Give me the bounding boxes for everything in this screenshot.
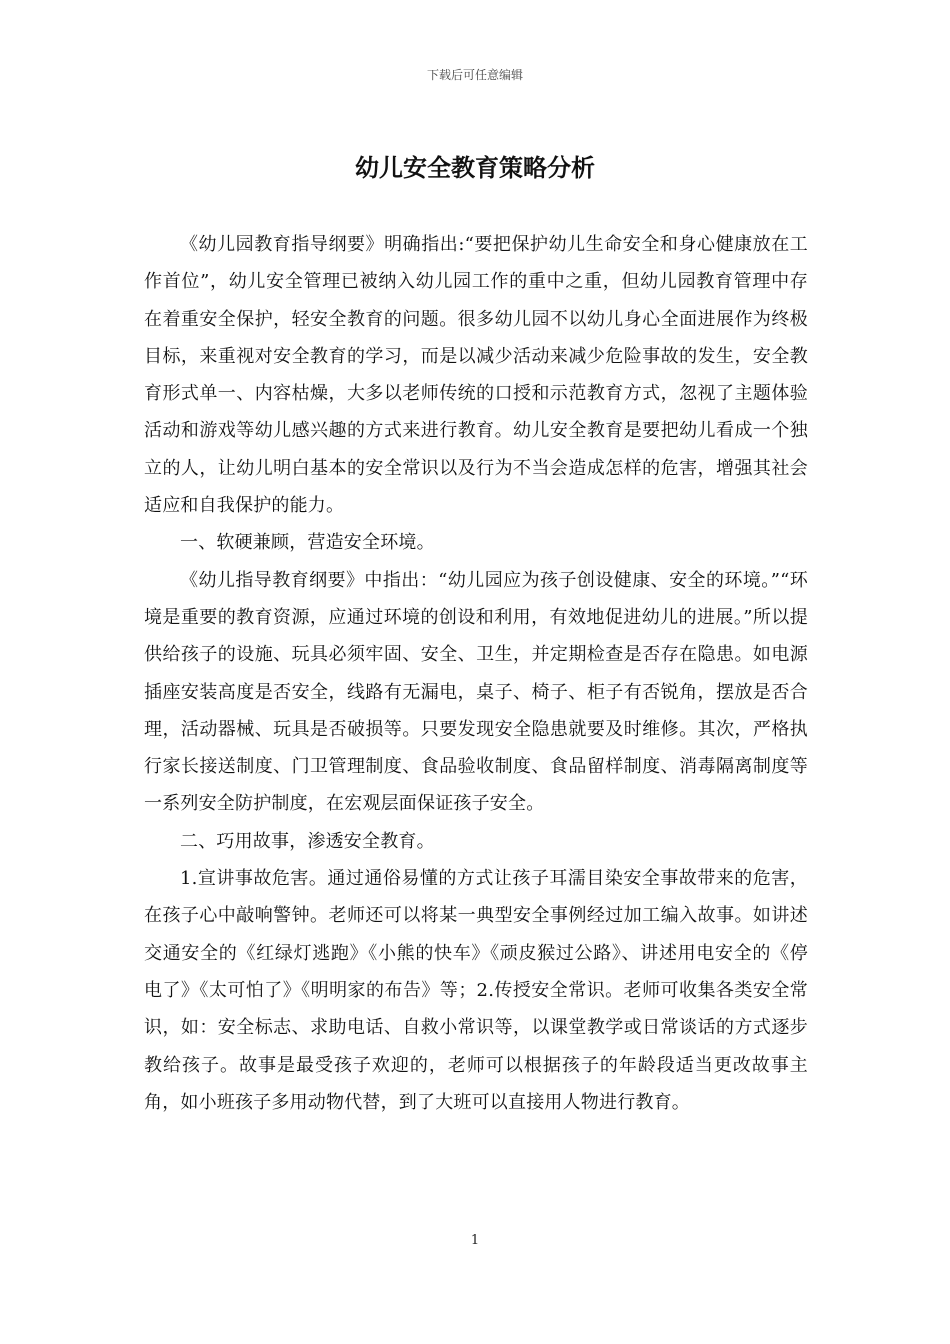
section-heading-1: 一、软硬兼顾，营造安全环境。 [180, 532, 435, 554]
paragraph-stories: 1.宣讲事故危害。通过通俗易懂的方式让孩子耳濡目染安全事故带来的危害，在孩子心中敲响警钟。老师还可以将某一典型安全事例经过加工编入故事。如讲述交通安全的《红绿灯逃跑》《小熊的快车》《顽皮猴过公路》、讲述用电安全的《停电了》《太可怕了》《明明家的布告》等；2.传授安全常识。老师可收集各类安全常识，如：安全标志、求助电话、自救小常识等，以课堂教学或日常谈话的方式逐步教给孩子。故事是最受孩子欢迎的，老师可以根据孩子的年龄段适当更改故事主角，如小班孩子多用动物代替，到了大班可以直接用人物进行教育。 [144, 868, 808, 1113]
section-heading-2: 二、巧用故事，渗透安全教育。 [180, 830, 435, 852]
page-number: 1 [470, 1233, 480, 1248]
document-title: 幼儿安全教育策略分析 [355, 154, 595, 182]
document-body [144, 226, 808, 1121]
header-note: 下载后可任意编辑 [426, 68, 523, 82]
paragraph-environment: 《幼儿指导教育纲要》中指出：“幼儿园应为孩子创设健康、安全的环境。”“环境是重要的教育资源，应通过环境的创设和利用，有效地促进幼儿的进展。”所以提供给孩子的设施、玩具必须牢固、安全、卫生，并定期检查是否存在隐患。如电源插座安装高度是否安全，线路有无漏电，桌子、椅子、柜子有否锐角，摆放是否合理，活动器械、玩具是否破损等。只要发现安全隐患就要及时维修。其次，严格执行家长接送制度、门卫管理制度、食品验收制度、食品留样制度、消毒隔离制度等一系列安全防护制度，在宏观层面保证孩子安全。 [144, 569, 808, 815]
paragraph-intro: 《幼儿园教育指导纲要》明确指出:“要把保护幼儿生命安全和身心健康放在工作首位”，幼儿安全管理已被纳入幼儿园工作的重中之重，但幼儿园教育管理中存在着重安全保护，轻安全教育的问题。很多幼儿园不以幼儿身心全面进展作为终极目标，来重视对安全教育的学习，而是以减少活动来减少危险事故的发生，安全教育形式单一、内容枯燥，大多以老师传统的口授和示范教育方式，忽视了主题体验活动和游戏等幼儿感兴趣的方式来进行教育。幼儿安全教育是要把幼儿看成一个独立的人，让幼儿明白基本的安全常识以及行为不当会造成怎样的危害，增强其社会适应和自我保护的能力。 [144, 234, 808, 517]
